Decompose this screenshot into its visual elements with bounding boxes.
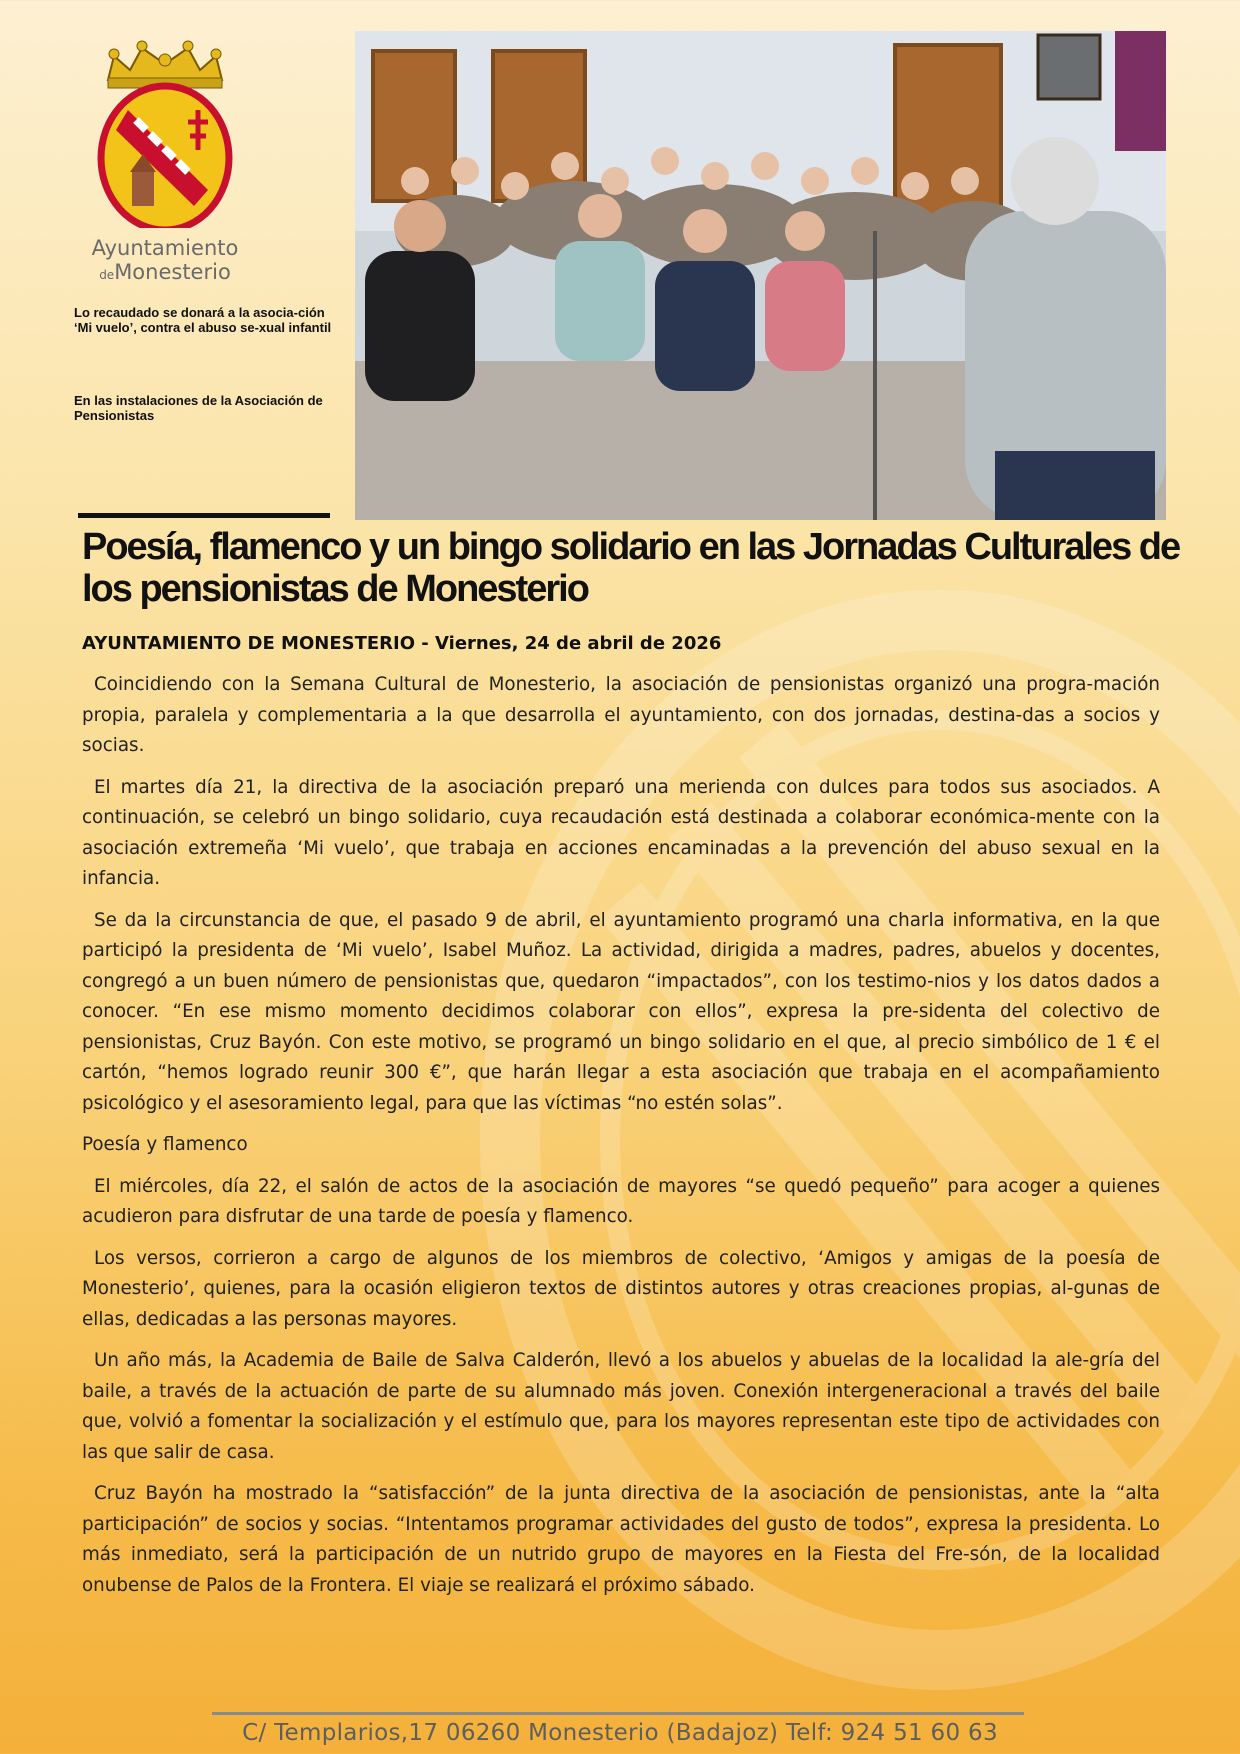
footer-rule (212, 1712, 1024, 1715)
paragraph: El miércoles, día 22, el salón de actos de la asociación de mayores “se quedó pequeño” para acoger a quienes acudieron para disfrutar de una tarde de poesía y flamenco. (82, 1175, 1160, 1227)
paragraph: El martes día 21, la directiva de la asociación preparó una merienda con dulces para todos sus asociados. A continuación, se celebró un bingo solidario, cuya recaudación está destinada a colaborar económica-mente con la asociación extremeña ‘Mi vuelo’, que trabaja en acciones encaminadas a la prevención del abuso sexual en la infancia. (82, 776, 1160, 889)
side-note-donation: Lo recaudado se donará a la asocia-ción ‘Mi vuelo’, contra el abuso se-xual infantil (74, 305, 332, 335)
side-note-location: En las instalaciones de la Asociación de Pensionistas (74, 393, 323, 423)
event-photo (355, 31, 1166, 520)
paragraph: Se da la circunstancia de que, el pasado 9 de abril, el ayuntamiento programó una charla informativa, en la que participó la presidenta de ‘Mi vuelo’, Isabel Muñoz. La actividad, dirigida a madres, padres, abuelos y docentes, congregó a un buen número de pensionistas que, quedaron “impactados”, con los testimo-nios y los datos dados a conocer. “En ese mismo momento decidimos colaborar con ellos”, expresa la pre-sidenta del colectivo de pensionistas, Cruz Bayón. Con este motivo, se programó un bingo solidario en el que, al precio simbólico de 1 € el cartón, “hemos logrado reunir 300 €”, que harán llegar a esta asociación que trabaja en el acompañamiento psicológico y el asesoramiento legal, para que las víctimas “no estén solas”. (82, 909, 1160, 1114)
footer-address: C/ Templarios,17 06260 Monesterio (Badajoz) Telf: 924 51 60 63 (242, 1720, 998, 1746)
coat-of-arms-icon (90, 38, 240, 228)
paragraph: Cruz Bayón ha mostrado la “satisfacción” de la junta directiva de la asociación de pensionistas, ante la “alta participación” de socios y socias. “Intentamos programar actividades del gusto de todos”, expresa la presidenta. Lo más inmediato, será la participación de un nutrido grupo de mayores en la Fiesta del Fre-són, de la localidad onubense de Palos de la Frontera. El viaje se realizará el próximo sábado. (82, 1483, 1160, 1596)
article-body (82, 670, 1160, 1612)
paragraph: Un año más, la Academia de Baile de Salva Calderón, llevó a los abuelos y abuelas de la localidad la ale-gría del baile, a través de la actuación de parte de su alumnado más joven. Conexión intergeneracional a través del baile que, volvió a fomentar la socialización y el estímulo que, para los mayores representan este tipo de actividades con las que salir de casa. (82, 1350, 1160, 1463)
logo-line2: Monesterio (114, 260, 231, 284)
article-title: Poesía, flamenco y un bingo solidario en las Jornadas Culturales de los pensionistas de Monesterio (82, 526, 1180, 610)
logo-line2-prefix: de (99, 268, 115, 282)
logo-line1: Ayuntamiento (91, 236, 239, 260)
paragraph: Coincidiendo con la Semana Cultural de Monesterio, la asociación de pensionistas organizó una progra-mación propia, paralela y complementaria a la que desarrolla el ayuntamiento, con dos jornadas, destina-das a socios y socias. (82, 674, 1160, 756)
article-byline: AYUNTAMIENTO DE MONESTERIO - Viernes, 24 de abril de 2026 (82, 633, 722, 654)
subheading: Poesía y flamenco (82, 1134, 248, 1155)
logo-wordmark (80, 236, 250, 287)
paragraph: Los versos, corrieron a cargo de algunos de los miembros de colectivo, ‘Amigos y amigas de la poesía de Monesterio’, quienes, para la ocasión eligieron textos de distintos autores y otras creaciones propias, al-gunas de ellas, dedicadas a las personas mayores. (82, 1247, 1160, 1330)
title-rule (78, 513, 330, 518)
